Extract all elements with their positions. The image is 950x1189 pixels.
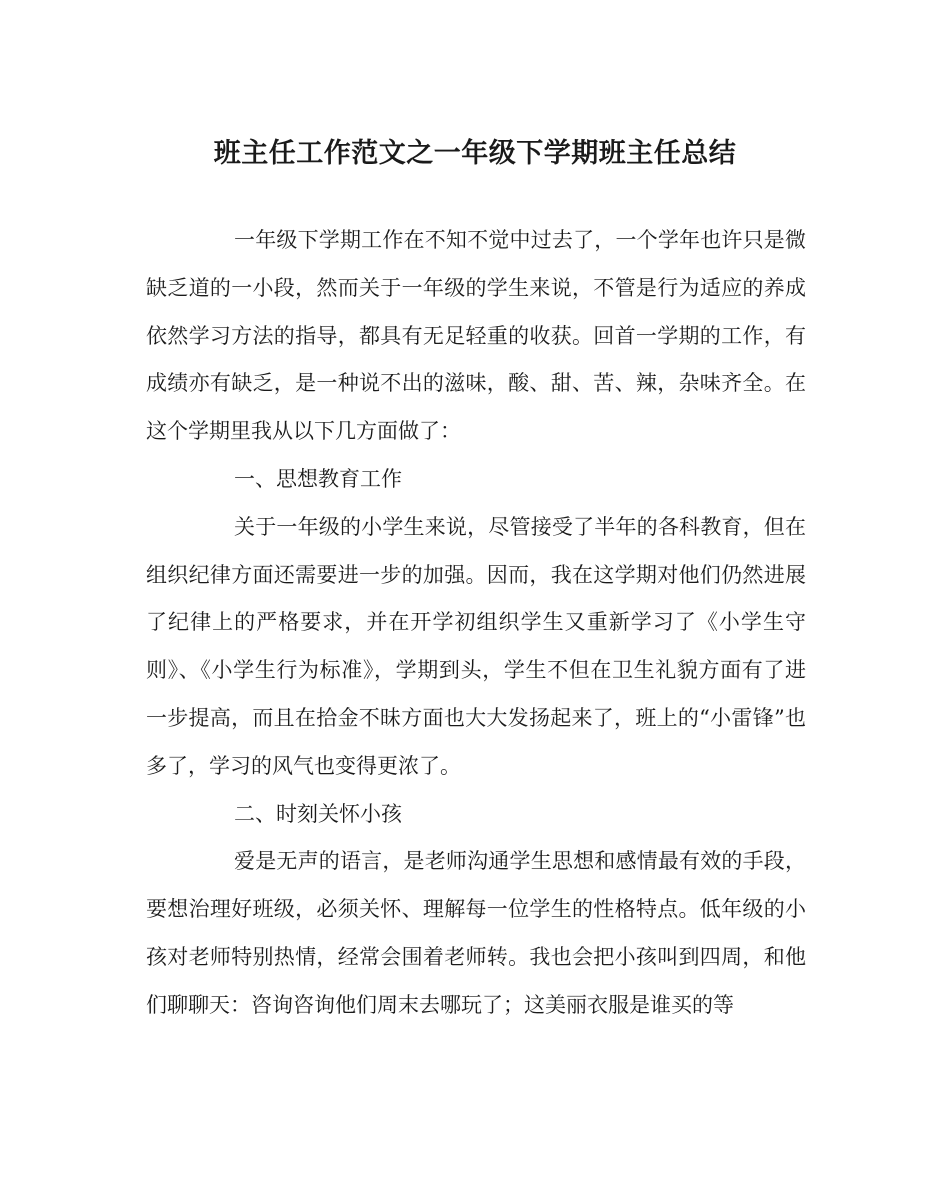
section-heading-ideology-education: 一、思想教育工作: [234, 466, 402, 491]
paragraph-caring-for-children: 爱是无声的语言，是老师沟通学生思想和感情最有效的手段，要想治理好班级，必须关怀、理解每一位学生的性格特点。低年级的小孩对老师特别热情，经常会围着老师转。我也会把小孩叫到四周，和他们聊聊天：咨询咨询他们周末去哪玩了；这美丽衣服是谁买的等: [146, 849, 806, 1017]
document-title: 班主任工作范文之一年级下学期班主任总结: [213, 138, 737, 169]
section-heading-caring-for-children: 二、时刻关怀小孩: [234, 801, 402, 826]
document-body: [146, 217, 806, 1030]
paragraph-intro: 一年级下学期工作在不知不觉中过去了，一个学年也许只是微缺乏道的一小段，然而关于一年级的学生来说，不管是行为适应的养成依然学习方法的指导，都具有无足轻重的收获。回首一学期的工作，有成绩亦有缺乏，是一种说不出的滋味，酸、甜、苦、辣，杂味齐全。在这个学期里我从以下几方面做了：: [146, 228, 806, 444]
paragraph-ideology-education: 关于一年级的小学生来说，尽管接受了半年的各科教育，但在组织纪律方面还需要进一步的加强。因而，我在这学期对他们仍然进展了纪律上的严格要求，并在开学初组织学生又重新学习了《小学生守则》、《小学生行为标准》，学期到头，学生不但在卫生礼貌方面有了进一步提高，而且在拾金不昧方面也大大发扬起来了，班上的“小雷锋”也多了，学习的风气也变得更浓了。: [146, 514, 806, 778]
